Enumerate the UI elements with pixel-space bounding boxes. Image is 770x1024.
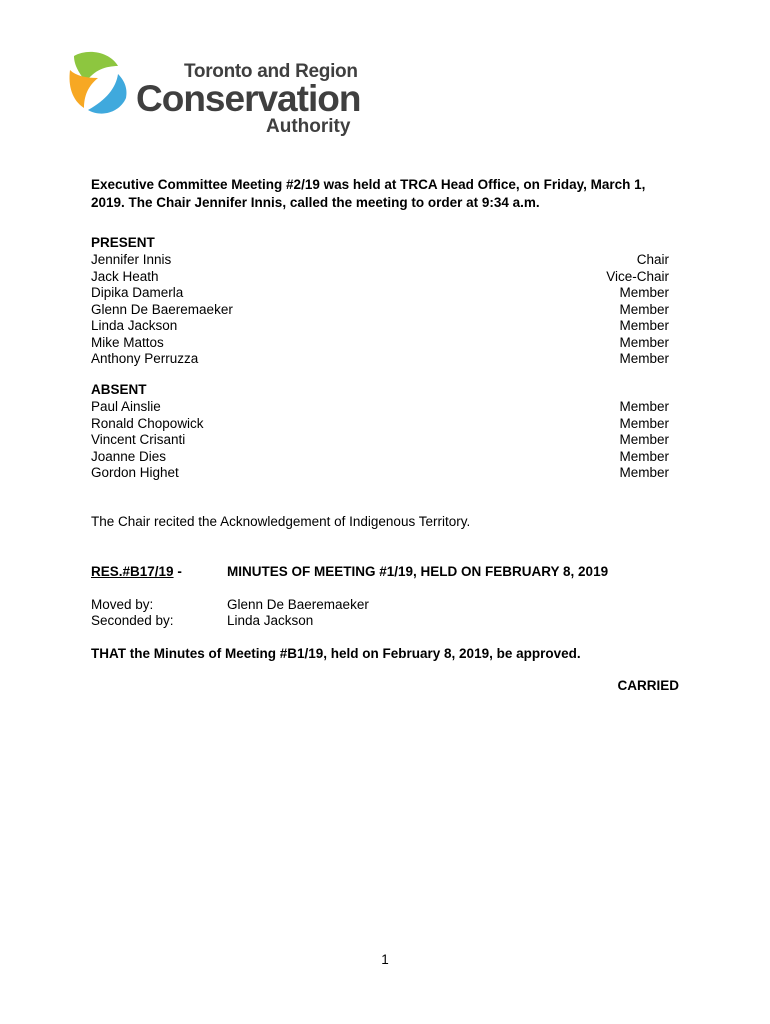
intro-line-1: Executive Committee Meeting #2/19 was held at TRCA Head Office, on Friday, March 1, bbox=[91, 177, 646, 192]
member-role: Member bbox=[619, 465, 669, 480]
resolution-separator: - bbox=[173, 564, 182, 579]
resolution-id bbox=[91, 564, 182, 579]
member-role: Member bbox=[619, 432, 669, 447]
member-name: Anthony Perruzza bbox=[91, 351, 199, 366]
list-item bbox=[91, 318, 669, 335]
trca-logo bbox=[66, 48, 361, 138]
member-name: Jennifer Innis bbox=[91, 252, 172, 267]
present-heading: PRESENT bbox=[91, 235, 155, 250]
member-role: Vice-Chair bbox=[606, 268, 669, 284]
resolution-title: MINUTES OF MEETING #1/19, HELD ON FEBRUARY 8, 2019 bbox=[227, 564, 609, 579]
member-name: Ronald Chopowick bbox=[91, 415, 204, 431]
list-item bbox=[91, 351, 669, 368]
member-role: Member bbox=[619, 415, 669, 431]
member-role: Chair bbox=[636, 252, 669, 267]
member-role: Member bbox=[619, 301, 669, 317]
meeting-intro bbox=[91, 176, 691, 212]
member-name: Joanne Dies bbox=[91, 448, 167, 464]
logo-text-line1: Toronto and Region bbox=[184, 61, 358, 82]
absent-list bbox=[91, 399, 669, 482]
member-role: Member bbox=[619, 448, 669, 464]
list-item bbox=[91, 285, 669, 302]
resolution-number: RES.#B17/19 bbox=[91, 564, 174, 579]
acknowledgement-text: The Chair recited the Acknowledgement of Indigenous Territory. bbox=[91, 514, 471, 529]
absent-heading: ABSENT bbox=[91, 382, 147, 397]
resolution-status: CARRIED bbox=[617, 678, 679, 693]
logo-text-line3: Authority bbox=[266, 116, 351, 137]
member-role: Member bbox=[619, 318, 669, 333]
list-item bbox=[91, 269, 669, 286]
member-name: Linda Jackson bbox=[91, 318, 178, 333]
member-name: Dipika Damerla bbox=[91, 285, 184, 300]
member-role: Member bbox=[619, 351, 669, 366]
list-item bbox=[91, 302, 669, 319]
member-name: Vincent Crisanti bbox=[91, 432, 186, 447]
list-item bbox=[91, 432, 669, 449]
list-item bbox=[91, 449, 669, 466]
moved-by-value: Glenn De Baeremaeker bbox=[227, 597, 369, 612]
list-item bbox=[91, 335, 669, 352]
member-name: Mike Mattos bbox=[91, 334, 164, 350]
member-role: Member bbox=[619, 399, 669, 414]
trca-leaf-icon bbox=[66, 48, 136, 118]
list-item bbox=[91, 252, 669, 269]
page-number: 1 bbox=[381, 952, 389, 967]
seconded-by-label: Seconded by: bbox=[91, 613, 174, 628]
intro-line-2: 2019. The Chair Jennifer Innis, called the meeting to order at 9:34 a.m. bbox=[91, 195, 540, 210]
present-list bbox=[91, 252, 669, 368]
list-item bbox=[91, 399, 669, 416]
moved-by-label: Moved by: bbox=[91, 597, 154, 612]
resolution-text: THAT the Minutes of Meeting #B1/19, held on February 8, 2019, be approved. bbox=[91, 646, 581, 661]
member-name: Gordon Highet bbox=[91, 465, 179, 480]
logo-text-line2: Conservation bbox=[136, 78, 361, 119]
member-name: Glenn De Baeremaeker bbox=[91, 301, 233, 317]
member-name: Jack Heath bbox=[91, 268, 159, 284]
seconded-by-value: Linda Jackson bbox=[227, 613, 314, 628]
member-role: Member bbox=[619, 334, 669, 350]
list-item bbox=[91, 465, 669, 482]
member-name: Paul Ainslie bbox=[91, 399, 161, 414]
list-item bbox=[91, 416, 669, 433]
member-role: Member bbox=[619, 285, 669, 300]
